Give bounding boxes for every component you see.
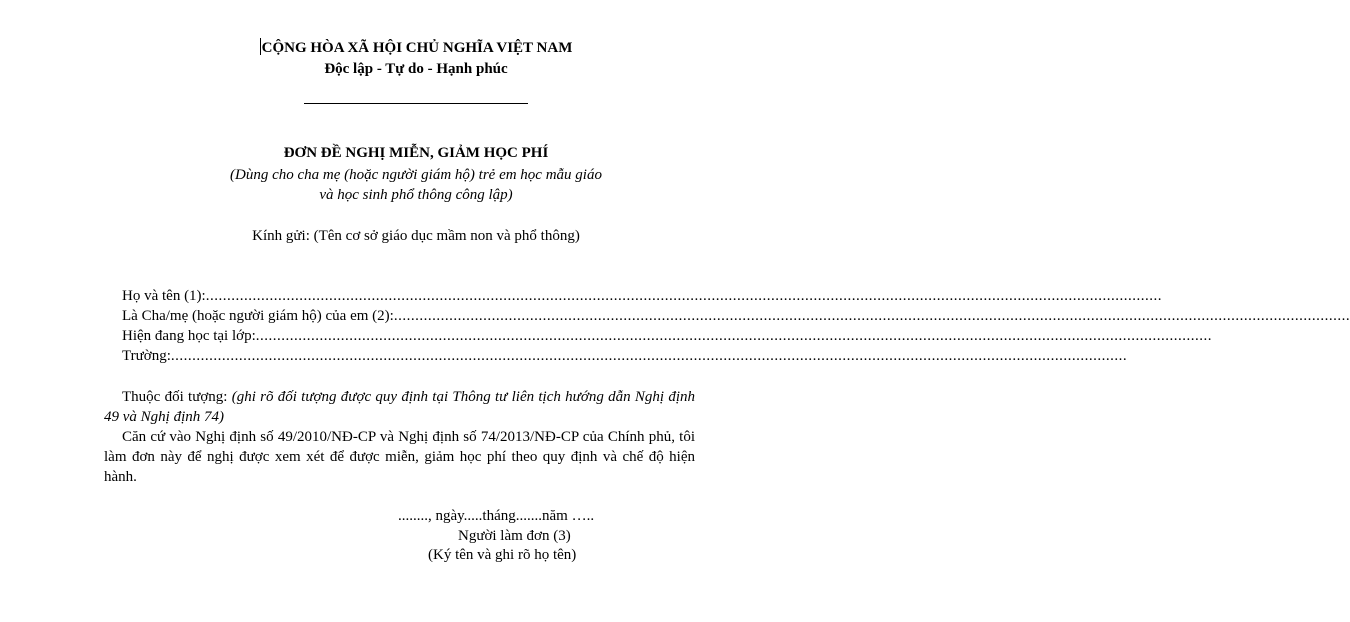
- form-title: ĐƠN ĐỀ NGHỊ MIỄN, GIẢM HỌC PHÍ: [283, 145, 549, 161]
- target-paragraph: [104, 387, 695, 427]
- field-full-name[interactable]: [122, 288, 1162, 305]
- field-parent-of[interactable]: [122, 308, 1350, 325]
- form-subtitle-line1: (Dùng cho cha mẹ (hoặc người giám hộ) trẻ em học mẫu giáo: [230, 167, 602, 183]
- date-line: ........, ngày.....tháng.......năm …..: [398, 508, 595, 524]
- nation-text: CỘNG HÒA XÃ HỘI CHỦ NGHĨA VIỆT NAM: [261, 40, 573, 56]
- dotted-fill: .................................................................................................................................................................................................................................: [255, 328, 1212, 344]
- text-cursor: [260, 38, 261, 55]
- field-school[interactable]: [122, 348, 1128, 365]
- signer-title: Người làm đơn (3): [458, 528, 571, 544]
- dotted-fill: .................................................................................................................................................................................................................................: [205, 288, 1162, 304]
- addressee: Kính gửi: (Tên cơ sở giáo dục mầm non và phổ thông): [252, 228, 580, 244]
- dotted-fill: .................................................................................................................................................................................................................................: [393, 308, 1350, 324]
- sign-note: (Ký tên và ghi rõ họ tên): [428, 547, 577, 563]
- field-label: Hiện đang học tại lớp:: [122, 328, 256, 344]
- field-label: Họ và tên (1):: [122, 288, 206, 304]
- target-label: Thuộc đối tượng:: [122, 389, 232, 405]
- field-label: Là Cha/mẹ (hoặc người giám hộ) của em (2):: [122, 308, 394, 324]
- field-label: Trường:: [122, 348, 171, 364]
- form-subtitle-line2: và học sinh phổ thông công lập): [319, 187, 513, 203]
- dotted-fill: .................................................................................................................................................................................................................................: [170, 348, 1128, 364]
- nation-header: [0, 38, 832, 57]
- field-class[interactable]: [122, 328, 1212, 345]
- header-divider: [304, 103, 528, 104]
- basis-paragraph: Căn cứ vào Nghị định số 49/2010/NĐ-CP và Nghị định số 74/2013/NĐ-CP của Chính phủ, tôi làm đơn này để nghị được xem xét để được miễn, giảm học phí theo quy định và chế độ hiện hành.: [104, 429, 695, 485]
- target-note: (ghi rõ đối tượng được quy định tại Thông tư liên tịch hướng dẫn Nghị định 49 và Nghị định 74): [104, 389, 695, 425]
- motto: Độc lập - Tự do - Hạnh phúc: [324, 61, 508, 77]
